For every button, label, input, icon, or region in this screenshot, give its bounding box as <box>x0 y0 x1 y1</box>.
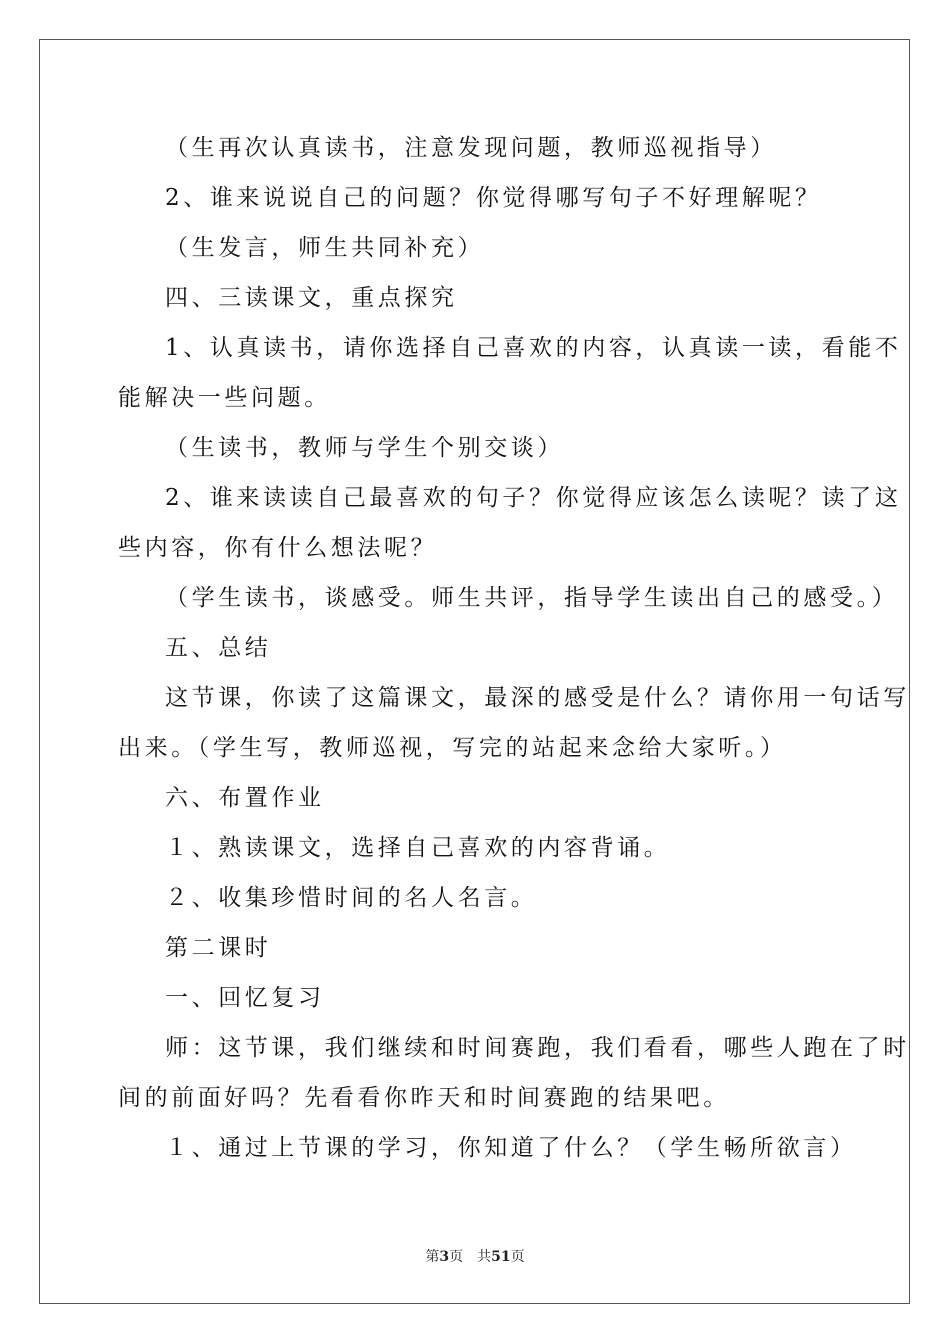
page-footer <box>0 1248 950 1266</box>
section-heading: 第二课时 <box>165 935 272 961</box>
page-number: 3 <box>439 1249 450 1265</box>
paragraph-line: 能解决一些问题。 <box>118 385 331 411</box>
section-heading: 四、三读课文，重点探究 <box>165 285 458 311</box>
total-suffix: 页 <box>510 1249 525 1265</box>
page-prefix: 第 <box>425 1249 440 1265</box>
paragraph-line: （生再次认真读书，注意发现问题，教师巡视指导） <box>165 135 777 161</box>
paragraph-line: １、通过上节课的学习，你知道了什么？（学生畅所欲言） <box>165 1135 857 1161</box>
paragraph-line: 2、谁来读读自己最喜欢的句子？你觉得应该怎么读呢？读了这 <box>165 485 902 511</box>
paragraph-line: （学生读书，谈感受。师生共评，指导学生读出自己的感受。） <box>165 585 899 611</box>
paragraph-line: １、熟读课文，选择自己喜欢的内容背诵。 <box>165 835 671 861</box>
paragraph-line: 师：这节课，我们继续和时间赛跑，我们看看，哪些人跑在了时 <box>165 1035 910 1061</box>
paragraph-line: （生发言，师生共同补充） <box>165 235 485 261</box>
paragraph-line: 出来。（学生写，教师巡视，写完的站起来念给大家听。） <box>118 735 787 761</box>
total-pages: 51 <box>491 1249 511 1265</box>
paragraph-line: ２、收集珍惜时间的名人名言。 <box>165 885 538 911</box>
page-suffix: 页 <box>449 1249 464 1265</box>
paragraph-line: 些内容，你有什么想法呢？ <box>118 535 438 561</box>
paragraph-line: 1、认真读书，请你选择自己喜欢的内容，认真读一读，看能不 <box>165 335 902 361</box>
paragraph-line: 这节课，你读了这篇课文，最深的感受是什么？请你用一句话写 <box>165 685 910 711</box>
paragraph-line: 2、谁来说说自己的问题？你觉得哪写句子不好理解呢？ <box>165 185 822 211</box>
section-heading: 一、回忆复习 <box>165 985 325 1011</box>
paragraph-line: （生读书，教师与学生个别交谈） <box>165 435 564 461</box>
total-prefix: 共 <box>477 1249 492 1265</box>
paragraph-line: 间的前面好吗？先看看你昨天和时间赛跑的结果吧。 <box>118 1085 730 1111</box>
section-heading: 五、总结 <box>165 635 272 661</box>
section-heading: 六、布置作业 <box>165 785 325 811</box>
